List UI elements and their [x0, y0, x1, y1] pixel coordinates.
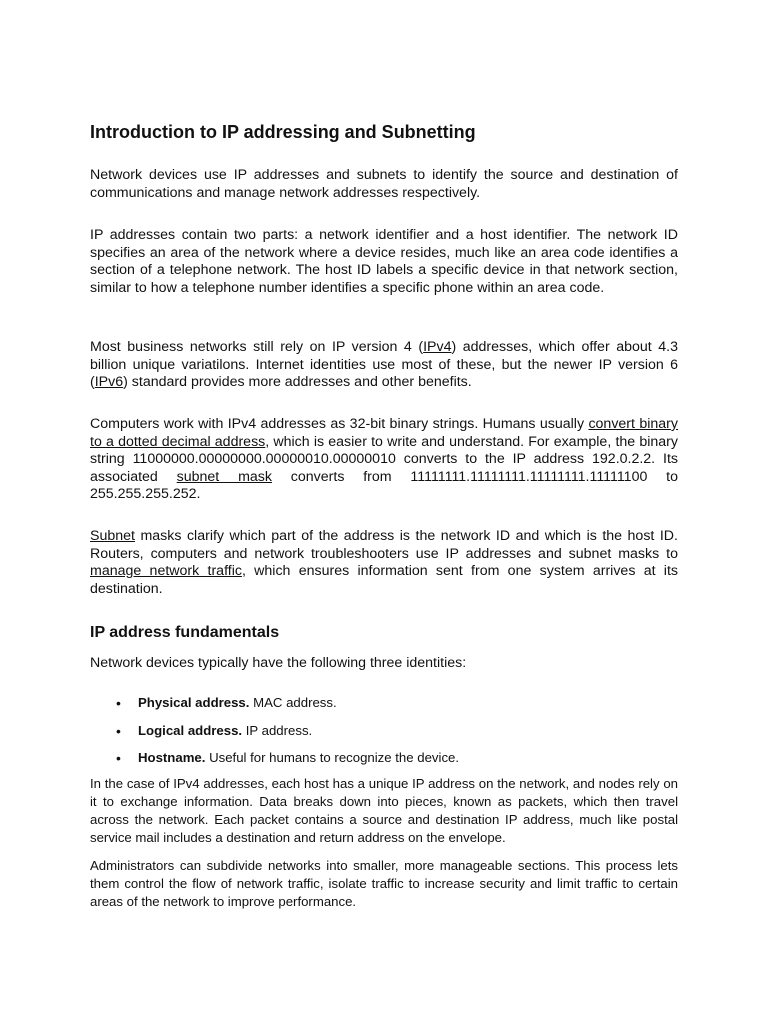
paragraph-administrators: Administrators can subdivide networks into smaller, more manageable sections. This process lets them control the flow of network traffic, isolate traffic to increase security and limit traffic to certain areas of the network to improve performance.	[90, 858, 678, 909]
text: ) addresses, which offer about 4.3 billion unique variatilons. Internet identities use most of these, but the newer IP version 6 (	[90, 339, 678, 391]
list-item	[138, 694, 459, 722]
text: converts from 11111111.11111111.11111111.11111100 to 255.255.255.252.	[90, 468, 679, 503]
paragraph-subnet	[90, 528, 678, 598]
text: Most business networks still rely on IP version 4 (	[90, 339, 424, 355]
paragraph-ipv4	[90, 339, 678, 392]
bullet-desc: IP address.	[242, 722, 313, 738]
bullet-desc: MAC address.	[249, 695, 337, 710]
text: , which ensures information sent from one system arrives at its destination.	[90, 563, 678, 597]
subnet-mask-link[interactable]: subnet mask	[176, 468, 272, 485]
text: masks clarify which part of the address is the network ID and which is the host ID. Routers, computers and network troubleshooters use IP addresses and subnet masks to	[90, 528, 678, 562]
paragraph-ip-parts: IP addresses contain two parts: a network identifier and a host identifier. The network ID specifies an area of the network where a device resides, much like an area code identifies a section of a telephone network. The host ID labels a specific device in that network section, similar to how a telephone number identifies a specific phone within an area code.	[90, 227, 678, 296]
page-title: Introduction to IP addressing and Subnetting	[90, 122, 476, 142]
bullet-term: Physical address.	[138, 695, 250, 710]
bullet-term: Hostname.	[138, 750, 206, 765]
text: ) standard provides more addresses and other benefits.	[123, 374, 472, 391]
list-item	[138, 749, 459, 777]
text: Computers work with IPv4 addresses as 32-bit binary strings. Humans usually	[90, 416, 589, 432]
identities-intro: Network devices typically have the following three identities:	[90, 655, 467, 671]
paragraph-intro: Network devices use IP addresses and subnets to identify the source and destination of communications and manage network addresses respectively.	[90, 167, 678, 201]
text: , which is easier to write and understand. For example, the binary string 11000000.00000000.00000010.00000010 converts to the IP address 192.0.2.2. Its associated	[90, 433, 678, 485]
list-item	[138, 722, 459, 750]
manage-network-traffic-link[interactable]: manage network traffic	[90, 563, 242, 580]
paragraph-packets: In the case of IPv4 addresses, each host has a unique IP address on the network, and nodes rely on it to exchange information. Data breaks down into pieces, known as packets, which then travel across the network. Each packet contains a source and destination IP address, much like postal service mail includes a destination and return address on the envelope.	[90, 776, 678, 845]
ipv6-link[interactable]: IPv6	[94, 374, 124, 391]
identities-list	[138, 694, 459, 777]
bullet-desc: Useful for humans to recognize the device.	[205, 750, 460, 765]
convert-binary-link[interactable]: convert binary to a dotted decimal address	[90, 416, 679, 450]
section-heading: IP address fundamentals	[90, 624, 280, 641]
bullet-term: Logical address.	[138, 722, 243, 738]
subnet-link[interactable]: Subnet	[90, 528, 135, 544]
ipv4-link[interactable]: IPv4	[423, 339, 452, 355]
paragraph-binary	[90, 416, 678, 504]
